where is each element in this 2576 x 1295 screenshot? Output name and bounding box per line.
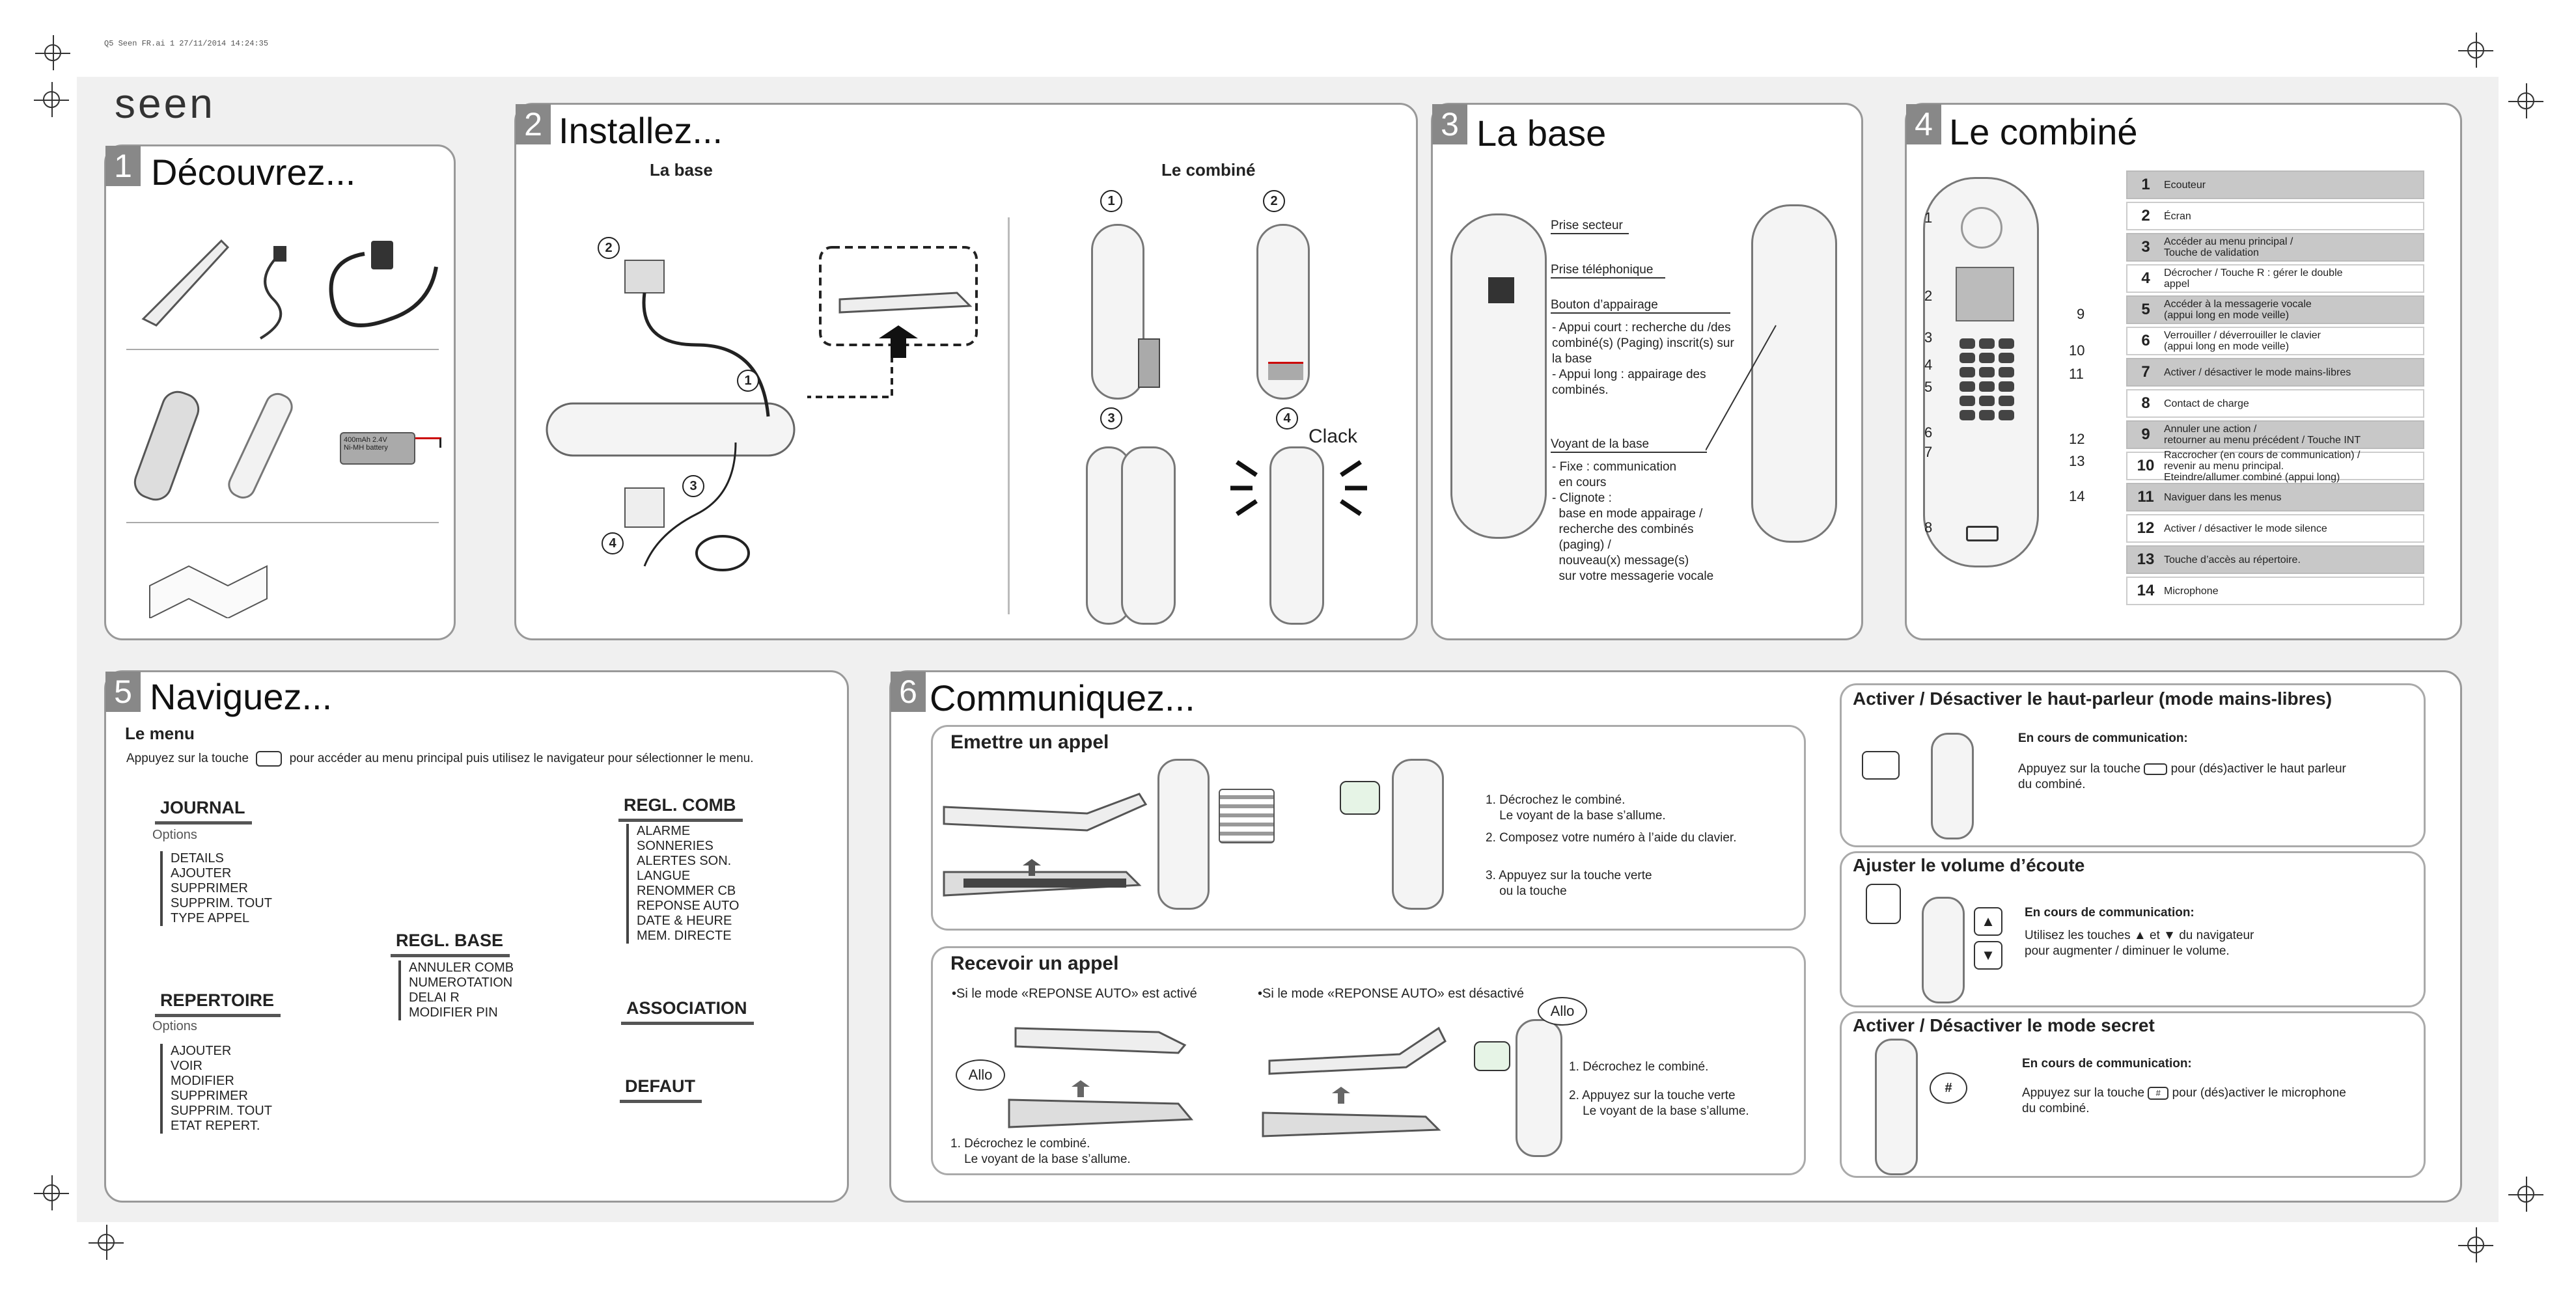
- menu-option: ALARME: [637, 824, 691, 838]
- legend-row: [2126, 202, 2424, 230]
- during-label: En cours de communication:: [2025, 906, 2195, 920]
- section-title: Installez...: [559, 110, 723, 151]
- legend-number: 6: [2141, 332, 2150, 349]
- legend-number: 7: [2141, 363, 2150, 381]
- callout: 6: [1924, 424, 1933, 441]
- step-marker: 1: [737, 370, 759, 392]
- allo-bubble: Allo: [1538, 997, 1587, 1026]
- section-title: La base: [1476, 113, 1607, 154]
- nav-up-icon: ▲: [1974, 907, 2002, 936]
- legend-text: Décrocher / Touche R : gérer le double appel: [2164, 267, 2343, 290]
- down-arrow-icon: ▼: [2163, 929, 2176, 942]
- step-marker: 3: [682, 475, 704, 497]
- legend-text: Touche d’accès au répertoire.: [2164, 554, 2301, 566]
- legend-number: 9: [2141, 426, 2150, 443]
- menu-defaut: DEFAUT: [625, 1076, 695, 1096]
- legend-row: [2126, 420, 2424, 449]
- legend-row: [2126, 264, 2424, 293]
- callout: 2: [1924, 288, 1933, 304]
- section-number: 1: [105, 146, 141, 186]
- menu-journal: JOURNAL: [160, 798, 245, 817]
- registration-mark-icon: [98, 1234, 115, 1251]
- registration-mark-icon: [2517, 1186, 2534, 1203]
- legend-text: Activer / désactiver le mode silence: [2164, 523, 2327, 534]
- vol-text-b: et: [2150, 929, 2160, 942]
- clack-label: Clack: [1309, 426, 1358, 447]
- legend-row: [2126, 295, 2424, 324]
- menu-title: Le menu: [125, 724, 195, 743]
- legend-row: [2126, 449, 2424, 483]
- hp-text: [2018, 761, 2383, 793]
- callout-label: Voyant de la base: [1551, 437, 1707, 453]
- menu-option: AJOUTER: [171, 866, 232, 880]
- step-marker: 4: [1276, 407, 1298, 429]
- secret-text: [2022, 1085, 2387, 1117]
- menu-regl-base: REGL. BASE: [396, 931, 504, 950]
- up-arrow-icon: ▲: [2133, 929, 2146, 942]
- callout: 9: [2077, 306, 2085, 322]
- legend-number: 4: [2141, 269, 2150, 287]
- vol-text: [2025, 928, 2376, 959]
- menu-option: ANNULER COMB: [409, 961, 514, 975]
- legend-text: Contact de charge: [2164, 398, 2249, 409]
- menu-regl-comb: REGL. COMB: [624, 795, 736, 815]
- menu-option: SONNERIES: [637, 839, 713, 853]
- regl-base-options: [398, 961, 514, 1020]
- keypad: [1960, 338, 2014, 420]
- battery-pack: 400mAh 2.4V Ni-MH battery: [340, 432, 415, 465]
- callout: 13: [2069, 453, 2085, 469]
- speaker-key-icon: [1862, 751, 1900, 780]
- subtitle-handset: Le combiné: [1161, 160, 1256, 180]
- step-marker: 2: [1263, 190, 1285, 212]
- green-key-icon: [1474, 1041, 1510, 1071]
- secret-text-b: pour (dés)activer le microphone du combiné.: [2022, 1086, 2346, 1115]
- nav-down-icon: ▼: [1974, 941, 2002, 970]
- registration-mark-icon: [2517, 92, 2534, 109]
- callout: 4: [1924, 357, 1933, 373]
- receive-step-b2: 2. Appuyez sur la touche verte Le voyant de la base s’allume.: [1569, 1089, 1749, 1118]
- secret-text-a: Appuyez sur la touche: [2022, 1086, 2145, 1100]
- legend-row: [2126, 514, 2424, 543]
- section-number: 6: [891, 672, 926, 712]
- menu-option: RENOMMER CB: [637, 884, 736, 898]
- handset-illustration: [1875, 1039, 1918, 1175]
- menu-option: TYPE APPEL: [171, 911, 250, 925]
- repertoire-options: [160, 1044, 272, 1134]
- section-title: Découvrez...: [151, 152, 356, 193]
- screen: [1956, 267, 2014, 321]
- intro-text: pour accéder au menu principal puis utilisez le navigateur pour sélectionner le menu.: [289, 752, 754, 766]
- menu-option: ALERTES SON.: [637, 854, 732, 868]
- menu-option: LANGUE: [637, 869, 691, 883]
- battery-illustration: [1268, 362, 1303, 380]
- section-title: Naviguez...: [150, 676, 333, 717]
- callout-label: Prise téléphonique: [1551, 263, 1665, 279]
- callout: 10: [2069, 342, 2085, 359]
- legend-number: 12: [2137, 519, 2155, 537]
- green-key-icon: [1340, 781, 1380, 815]
- earpiece: [1961, 207, 2002, 249]
- intro-text: Appuyez sur la touche: [126, 752, 249, 766]
- volume-key-icon: [1866, 884, 1901, 924]
- emit-step: 1. Décrochez le combiné. Le voyant de la base s’allume.: [1486, 793, 1666, 823]
- section-title: Le combiné: [1949, 111, 2138, 152]
- handset-illustration: [1516, 1019, 1562, 1157]
- section-number: 2: [516, 104, 551, 144]
- receive-step-b1: 1. Décrochez le combiné.: [1569, 1060, 1709, 1074]
- journal-options: [160, 851, 272, 926]
- registration-mark-icon: [2467, 42, 2484, 59]
- registration-mark-icon: [44, 44, 61, 61]
- menu-option: SUPPRIM. TOUT: [171, 896, 272, 910]
- auto-answer-illustration: [1003, 1015, 1198, 1132]
- box-title: Activer / Désactiver le haut-parleur (mode mains-libres): [1853, 688, 2333, 709]
- section-title: Communiquez...: [930, 677, 1195, 718]
- handset-back-illustration: [1091, 224, 1144, 400]
- callout: 8: [1924, 519, 1933, 536]
- handset-illustration: [1931, 733, 1974, 839]
- legend-text: Naviguer dans les menus: [2164, 491, 2282, 503]
- led-description: - Fixe : communication en cours - Clignote : base en mode appairage / recherche des combinés (paging) / nouveau(x) message(s) sur votre messagerie vocale: [1552, 460, 1714, 583]
- handset-illustration: [1157, 759, 1210, 910]
- during-label: En cours de communication:: [2022, 1057, 2192, 1070]
- legend-row: [2126, 577, 2424, 605]
- menu-option: AJOUTER: [171, 1044, 232, 1058]
- handset-illustration: [1392, 759, 1444, 910]
- regl-comb-options: [626, 824, 739, 944]
- menu-option: DELAI R: [409, 990, 460, 1005]
- menu-option: MODIFIER: [171, 1074, 234, 1088]
- menu-option: DETAILS: [171, 851, 224, 866]
- battery-illustration: [1138, 338, 1160, 388]
- callout-label: Bouton d’appairage: [1551, 298, 1730, 314]
- receive-step-a: 1. Décrochez le combiné. Le voyant de la base s’allume.: [950, 1137, 1131, 1166]
- legend-row: [2126, 233, 2424, 262]
- legend-row: [2126, 389, 2424, 418]
- callout: 5: [1924, 379, 1933, 395]
- handset-illustration: [1121, 446, 1176, 625]
- divider: [1008, 217, 1010, 614]
- legend-text: Accéder à la messagerie vocale (appui long en mode veille): [2164, 299, 2312, 321]
- callout: 7: [1924, 444, 1933, 460]
- registration-mark-icon: [43, 1184, 60, 1201]
- callout: 12: [2069, 431, 2085, 447]
- base-socket: [1488, 277, 1514, 303]
- menu-option: SUPPRIMER: [171, 1089, 248, 1103]
- legend-text: Ecouteur: [2164, 179, 2206, 191]
- box-title: Emettre un appel: [950, 731, 1109, 753]
- step-marker: 4: [602, 532, 624, 554]
- section-number: 5: [105, 672, 141, 712]
- menu-option: REPONSE AUTO: [637, 899, 740, 913]
- step-marker: 1: [1100, 190, 1122, 212]
- speaker-key-icon: [2144, 763, 2167, 775]
- hash-key-icon: #: [1930, 1072, 1967, 1104]
- keypad-illustration: [1219, 789, 1275, 843]
- menu-option: SUPPRIMER: [171, 881, 248, 895]
- legend-text: Annuler une action / retourner au menu précédent / Touche INT: [2164, 424, 2361, 446]
- legend-text: Raccrocher (en cours de communication) / revenir au menu principal. Eteindre/allumer combiné (appui long): [2164, 449, 2361, 483]
- auto-on-label: •Si le mode «REPONSE AUTO» est activé: [952, 987, 1197, 1001]
- legend-number: 1: [2141, 176, 2150, 193]
- clack-burst-icon: [1230, 456, 1367, 521]
- during-label: En cours de communication:: [2018, 731, 2188, 745]
- brand-logo: seen: [115, 80, 215, 127]
- menu-option: VOIR: [171, 1059, 202, 1073]
- menu-option: MEM. DIRECTE: [637, 929, 732, 943]
- registration-mark-icon: [2467, 1236, 2484, 1253]
- menu-intro: [126, 751, 754, 767]
- handset-illustration: [1922, 897, 1965, 1003]
- section-number: 3: [1432, 104, 1467, 144]
- legend-row: [2126, 170, 2424, 199]
- menu-option: NUMEROTATION: [409, 975, 513, 990]
- box-title: Activer / Désactiver le mode secret: [1853, 1015, 2155, 1035]
- file-info: Q5 Seen FR.ai 1 27/11/2014 14:24:35: [104, 39, 269, 48]
- hp-text-b: pour (dés)activer le haut parleur du combiné.: [2018, 762, 2346, 791]
- hp-text-a: Appuyez sur la touche: [2018, 762, 2141, 776]
- legend-row: [2126, 545, 2424, 574]
- charge-contact: [1966, 526, 1999, 541]
- vol-text-c: du navigateur pour augmenter / diminuer le volume.: [2025, 929, 2254, 958]
- auto-off-label: •Si le mode «REPONSE AUTO» est désactivé: [1258, 987, 1525, 1001]
- callout-label: Prise secteur: [1551, 219, 1629, 234]
- legend-row: [2126, 483, 2424, 511]
- options-label: Options: [152, 1019, 197, 1033]
- legend-text: Accéder au menu principal / Touche de validation: [2164, 236, 2293, 258]
- step-marker: 2: [598, 237, 620, 259]
- legend-text: Écran: [2164, 210, 2191, 222]
- legend-number: 13: [2137, 551, 2155, 568]
- subtitle-base: La base: [650, 160, 713, 180]
- legend-text: Verrouiller / déverrouiller le clavier (appui long en mode veille): [2164, 330, 2321, 352]
- base-side-illustration: [1450, 213, 1547, 539]
- box-contents-illustration: [130, 228, 443, 618]
- menu-key-icon: [256, 751, 282, 767]
- legend-row: [2126, 327, 2424, 355]
- menu-option: SUPPRIM. TOUT: [171, 1104, 272, 1118]
- legend-number: 2: [2141, 207, 2150, 225]
- callout: 11: [2069, 366, 2084, 382]
- menu-option: MODIFIER PIN: [409, 1005, 498, 1020]
- hash-key-icon: #: [2148, 1087, 2168, 1100]
- legend-text: Microphone: [2164, 585, 2219, 597]
- emit-step: 3. Appuyez sur la touche verte ou la touche: [1486, 869, 1652, 898]
- legend-text: Activer / désactiver le mode mains-libres: [2164, 366, 2351, 378]
- menu-repertoire: REPERTOIRE: [160, 990, 275, 1010]
- legend-number: 11: [2137, 488, 2154, 506]
- box-title: Recevoir un appel: [950, 953, 1119, 974]
- legend-row: [2126, 358, 2424, 387]
- callout: 1: [1924, 210, 1933, 226]
- vol-text-a: Utilisez les touches: [2025, 929, 2131, 942]
- step-marker: 3: [1100, 407, 1122, 429]
- legend-number: 8: [2141, 394, 2150, 412]
- registration-mark-icon: [43, 91, 60, 108]
- button-description: - Appui court : recherche du /des combiné(s) (Paging) inscrit(s) sur la base - Appui long : appairage des combinés.: [1552, 321, 1734, 397]
- callout: 14: [2069, 488, 2085, 504]
- box-title: Ajuster le volume d’écoute: [1853, 855, 2085, 875]
- allo-bubble: Allo: [956, 1059, 1005, 1091]
- menu-option: DATE & HEURE: [637, 914, 732, 928]
- menu-option: ETAT REPERT.: [171, 1119, 260, 1133]
- callout-lines: [1706, 299, 1784, 469]
- battery-wire: [415, 437, 441, 448]
- legend-number: 3: [2141, 238, 2150, 256]
- menu-association: ASSOCIATION: [626, 998, 747, 1018]
- options-label: Options: [152, 828, 197, 842]
- section-number: 4: [1906, 104, 1941, 144]
- legend-number: 5: [2141, 301, 2150, 318]
- legend-number: 10: [2137, 457, 2155, 474]
- base-install-illustration: [540, 228, 996, 618]
- emit-step: 2. Composez votre numéro à l’aide du clavier.: [1486, 831, 1737, 845]
- legend-number: 14: [2137, 582, 2155, 599]
- handset-lift-illustration: [937, 781, 1159, 911]
- manual-answer-illustration: [1256, 1002, 1452, 1145]
- callout: 3: [1924, 329, 1933, 346]
